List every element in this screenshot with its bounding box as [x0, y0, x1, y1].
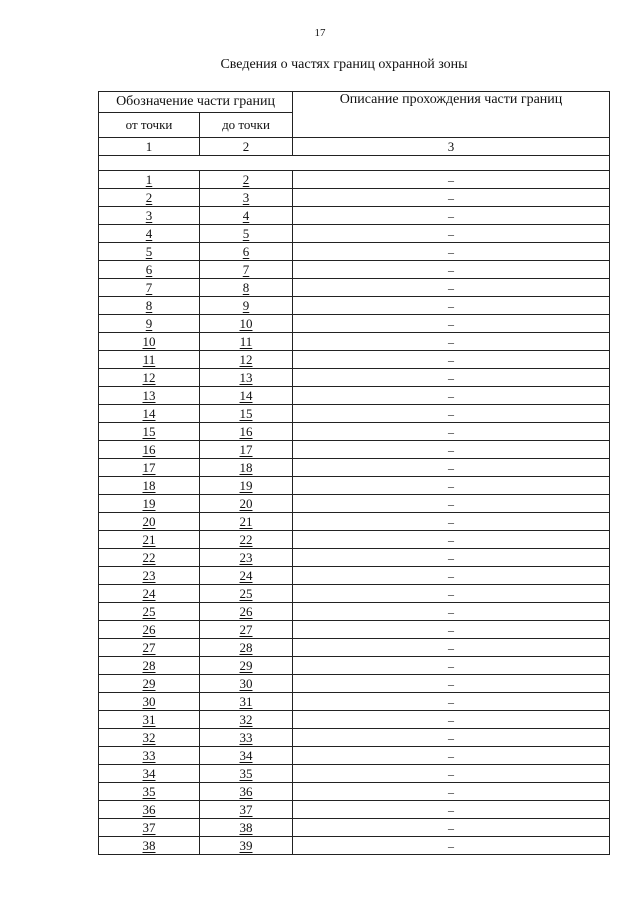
from-point-cell: 3 [99, 207, 200, 225]
description-cell: – [293, 531, 610, 549]
table-row [99, 225, 610, 243]
to-point-cell: 4 [200, 207, 293, 225]
from-point-cell: 37 [99, 819, 200, 837]
description-cell: – [293, 657, 610, 675]
table-row [99, 441, 610, 459]
from-point-cell: 4 [99, 225, 200, 243]
table-row [99, 711, 610, 729]
header-boundary-designation: Обозначение части границ [99, 92, 293, 113]
table-row [99, 531, 610, 549]
table-row [99, 243, 610, 261]
from-point-cell: 19 [99, 495, 200, 513]
from-point-cell: 26 [99, 621, 200, 639]
page-title: Сведения о частях границ охранной зоны [220, 57, 468, 72]
from-point-cell: 15 [99, 423, 200, 441]
table-row [99, 387, 610, 405]
table-row [99, 297, 610, 315]
to-point-cell: 7 [200, 261, 293, 279]
table-row [99, 657, 610, 675]
description-cell: – [293, 225, 610, 243]
from-point-cell: 5 [99, 243, 200, 261]
description-cell: – [293, 405, 610, 423]
description-cell: – [293, 729, 610, 747]
to-point-cell: 8 [200, 279, 293, 297]
description-cell: – [293, 549, 610, 567]
from-point-cell: 35 [99, 783, 200, 801]
description-cell: – [293, 333, 610, 351]
description-cell: – [293, 639, 610, 657]
description-cell: – [293, 495, 610, 513]
to-point-cell: 28 [200, 639, 293, 657]
description-cell: – [293, 351, 610, 369]
to-point-cell: 27 [200, 621, 293, 639]
to-point-cell: 25 [200, 585, 293, 603]
table-row [99, 315, 610, 333]
to-point-cell: 11 [200, 333, 293, 351]
to-point-cell: 24 [200, 567, 293, 585]
from-point-cell: 21 [99, 531, 200, 549]
to-point-cell: 31 [200, 693, 293, 711]
from-point-cell: 8 [99, 297, 200, 315]
table-row [99, 765, 610, 783]
from-point-cell: 11 [99, 351, 200, 369]
table-row [99, 423, 610, 441]
description-cell: – [293, 801, 610, 819]
to-point-cell: 15 [200, 405, 293, 423]
spacer-cell [99, 156, 610, 171]
table-row [99, 261, 610, 279]
description-cell: – [293, 747, 610, 765]
description-cell: – [293, 621, 610, 639]
from-point-cell: 23 [99, 567, 200, 585]
table-row [99, 621, 610, 639]
table-row [99, 405, 610, 423]
table-row [99, 819, 610, 837]
from-point-cell: 16 [99, 441, 200, 459]
description-cell: – [293, 297, 610, 315]
table-row [99, 675, 610, 693]
table-row [99, 459, 610, 477]
table-row [99, 351, 610, 369]
table-row [99, 279, 610, 297]
from-point-cell: 36 [99, 801, 200, 819]
from-point-cell: 31 [99, 711, 200, 729]
description-cell: – [293, 369, 610, 387]
to-point-cell: 18 [200, 459, 293, 477]
table-row [99, 801, 610, 819]
from-point-cell: 30 [99, 693, 200, 711]
table-row [99, 693, 610, 711]
description-cell: – [293, 675, 610, 693]
to-point-cell: 19 [200, 477, 293, 495]
description-cell: – [293, 837, 610, 855]
to-point-cell: 14 [200, 387, 293, 405]
from-point-cell: 10 [99, 333, 200, 351]
description-cell: – [293, 243, 610, 261]
table-row [99, 603, 610, 621]
description-cell: – [293, 693, 610, 711]
to-point-cell: 6 [200, 243, 293, 261]
header-description: Описание прохождения части границ [293, 92, 610, 138]
from-point-cell: 28 [99, 657, 200, 675]
boundary-parts-table [98, 91, 610, 855]
to-point-cell: 34 [200, 747, 293, 765]
to-point-cell: 10 [200, 315, 293, 333]
from-point-cell: 38 [99, 837, 200, 855]
from-point-cell: 12 [99, 369, 200, 387]
from-point-cell: 29 [99, 675, 200, 693]
description-cell: – [293, 387, 610, 405]
table-row [99, 585, 610, 603]
description-cell: – [293, 711, 610, 729]
description-cell: – [293, 819, 610, 837]
from-point-cell: 33 [99, 747, 200, 765]
to-point-cell: 37 [200, 801, 293, 819]
to-point-cell: 33 [200, 729, 293, 747]
to-point-cell: 21 [200, 513, 293, 531]
from-point-cell: 27 [99, 639, 200, 657]
to-point-cell: 39 [200, 837, 293, 855]
table-body [99, 138, 610, 855]
description-cell: – [293, 279, 610, 297]
to-point-cell: 20 [200, 495, 293, 513]
to-point-cell: 22 [200, 531, 293, 549]
from-point-cell: 14 [99, 405, 200, 423]
from-point-cell: 20 [99, 513, 200, 531]
to-point-cell: 32 [200, 711, 293, 729]
description-cell: – [293, 765, 610, 783]
to-point-cell: 13 [200, 369, 293, 387]
table-row [99, 477, 610, 495]
to-point-cell: 30 [200, 675, 293, 693]
table-row [99, 513, 610, 531]
column-number: 2 [200, 138, 293, 156]
table-row [99, 747, 610, 765]
to-point-cell: 26 [200, 603, 293, 621]
to-point-cell: 2 [200, 171, 293, 189]
table-row [99, 567, 610, 585]
table-row [99, 207, 610, 225]
from-point-cell: 1 [99, 171, 200, 189]
to-point-cell: 38 [200, 819, 293, 837]
to-point-cell: 9 [200, 297, 293, 315]
description-cell: – [293, 171, 610, 189]
column-number: 1 [99, 138, 200, 156]
description-cell: – [293, 441, 610, 459]
description-cell: – [293, 783, 610, 801]
table-row [99, 369, 610, 387]
from-point-cell: 32 [99, 729, 200, 747]
from-point-cell: 6 [99, 261, 200, 279]
from-point-cell: 7 [99, 279, 200, 297]
description-cell: – [293, 423, 610, 441]
to-point-cell: 12 [200, 351, 293, 369]
table-header [99, 92, 610, 138]
spacer-row [99, 156, 610, 171]
table-row [99, 837, 610, 855]
to-point-cell: 36 [200, 783, 293, 801]
from-point-cell: 24 [99, 585, 200, 603]
to-point-cell: 23 [200, 549, 293, 567]
table-row [99, 189, 610, 207]
description-cell: – [293, 567, 610, 585]
table-row [99, 783, 610, 801]
to-point-cell: 17 [200, 441, 293, 459]
description-cell: – [293, 207, 610, 225]
page-number: 17 [314, 27, 326, 39]
description-cell: – [293, 459, 610, 477]
header-to-point: до точки [200, 113, 293, 138]
from-point-cell: 17 [99, 459, 200, 477]
from-point-cell: 9 [99, 315, 200, 333]
to-point-cell: 35 [200, 765, 293, 783]
table-row [99, 729, 610, 747]
table-row [99, 549, 610, 567]
from-point-cell: 13 [99, 387, 200, 405]
table-row [99, 639, 610, 657]
description-cell: – [293, 315, 610, 333]
description-cell: – [293, 585, 610, 603]
description-cell: – [293, 513, 610, 531]
to-point-cell: 29 [200, 657, 293, 675]
from-point-cell: 22 [99, 549, 200, 567]
to-point-cell: 3 [200, 189, 293, 207]
from-point-cell: 2 [99, 189, 200, 207]
description-cell: – [293, 261, 610, 279]
to-point-cell: 5 [200, 225, 293, 243]
table-row [99, 495, 610, 513]
from-point-cell: 25 [99, 603, 200, 621]
description-cell: – [293, 603, 610, 621]
column-number-row [99, 138, 610, 156]
from-point-cell: 34 [99, 765, 200, 783]
description-cell: – [293, 189, 610, 207]
table-row [99, 171, 610, 189]
table-row [99, 333, 610, 351]
header-from-point: от точки [99, 113, 200, 138]
column-number: 3 [293, 138, 610, 156]
from-point-cell: 18 [99, 477, 200, 495]
description-cell: – [293, 477, 610, 495]
to-point-cell: 16 [200, 423, 293, 441]
